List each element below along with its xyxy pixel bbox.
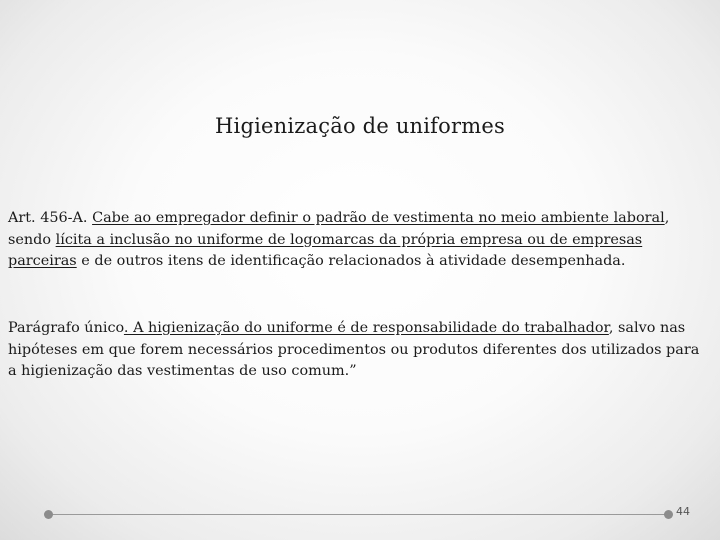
- paragraph-lead: Parágrafo único: [8, 320, 124, 336]
- article-text-1: , sendo: [8, 210, 670, 248]
- article-456a-text: [8, 208, 704, 273]
- paragrafo-unico-text: [8, 318, 704, 383]
- paragraph-text-1: , salvo nas hipóteses em que forem necessários procedimentos ou produtos diferentes dos utilizados para a higienização das vestimentas de uso comum.”: [8, 320, 700, 379]
- slide-title: Higienização de uniformes: [215, 114, 505, 138]
- article-underlined-clause-2: lícita a inclusão no uniforme de logomarcas da própria empresa ou de empresas parceiras: [8, 231, 643, 269]
- paragraph-underlined-clause: . A higienização do uniforme é de responsabilidade do trabalhador: [123, 320, 609, 336]
- article-underlined-clause-1: Cabe ao empregador definir o padrão de vestimenta no meio ambiente laboral: [92, 210, 665, 226]
- footer-divider: [48, 514, 668, 515]
- page-number: 44: [676, 505, 690, 518]
- article-text-2: e de outros itens de identificação relacionados à atividade desempenhada.: [76, 253, 626, 269]
- article-lead: Art. 456-A.: [8, 210, 93, 226]
- footer-dot-right-icon: [664, 510, 673, 519]
- footer-dot-left-icon: [44, 510, 53, 519]
